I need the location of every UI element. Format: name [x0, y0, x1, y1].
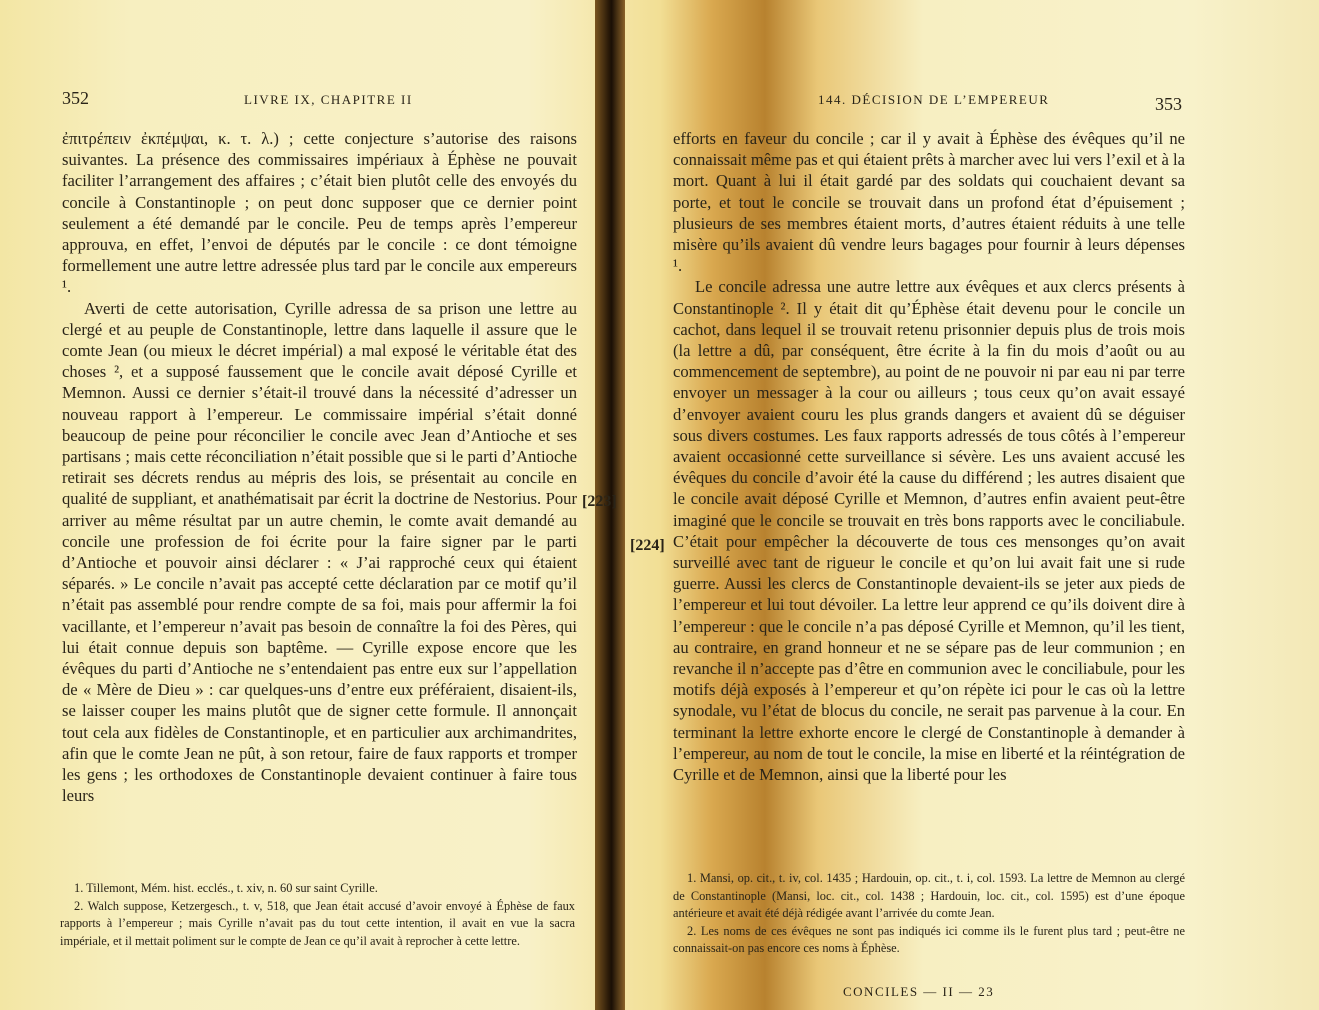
right-footnote-2: 2. Les noms de ces évêques ne sont pas indiqués ici comme ils le furent plus tard ; peut-être ne connaissait-on pas encore ces noms à Éphèse.: [673, 923, 1185, 956]
printer-signature: CONCILES — II — 23: [843, 984, 995, 999]
right-paragraph-2: Le concile adressa une autre lettre aux évêques et aux clercs présents à Constantinople ². Il y était dit qu’Éphèse était devenu pour le concile un cachot, dans lequel il se trouvait retenu prisonnier depuis plus de trois mois (la lettre a dû, par conséquent, être écrite à la fin du mois d’août ou au commencement de septembre), au point de ne pouvoir ni par eau ni par terre envoyer un messager à la cour ou ailleurs ; tous ceux qu’on avait essayé d’envoyer avaient couru les plus grands dangers et avaient dû se déguiser sous divers costumes. Les faux rapports adressés de tous côtés à l’empereur avaient occasionné cette surveillance si sévère. Les uns avaient accusé les évêques du concile d’avoir été la cause du différend ; les autres disaient que le concile avait déposé Cyrille et Memnon, d’autres enfin avaient peut-être imaginé que le concile se trouvait en très bons rapports avec le conciliabule. C’était pour empêcher la découverte de tous ces mensonges qu’on avait surveillé avec tant de rigueur le concile et qu’on lui avait fait une si rude guerre. Aussi les clercs de Constantinople devaient-ils se jeter aux pieds de l’empereur et lui tout dévoiler. La lettre leur apprend ce qu’ils doivent dire à l’empereur : que le concile n’a pas déposé Cyrille et Memnon, qu’il les tient, au contraire, en grand honneur et ne se sépare pas de leur communion ; en revanche il n’accepte pas d’être en communion avec le conciliabule, pour les motifs déjà exposés à l’empereur et qu’on répète ici pour le cas où la lettre synodale, vu l’état de blocus du concile, ne serait pas parvenue à la cour. En terminant la lettre exhorte encore le clergé de Constantinople à demander à l’empereur, au nom de tout le concile, la mise en liberté et la réintégration de Cyrille et de Memnon, ainsi que la liberté pour les: [673, 277, 1185, 785]
left-page: [0, 0, 595, 1010]
right-running-head: 144. DÉCISION DE L’EMPEREUR: [818, 92, 1050, 107]
left-running-head: LIVRE IX, CHAPITRE II: [244, 92, 413, 107]
right-page-number: 353: [1155, 94, 1182, 114]
right-footnote-1: 1. Mansi, op. cit., t. iv, col. 1435 ; Hardouin, op. cit., t. i, col. 1593. La lettre de Memnon au clergé de Constantinople (Mansi, loc. cit., col. 1438 ; Hardouin, loc. cit., col. 1595) est d’une époque antérieure et avait été déjà rédigée avant l’arrivée du comte Jean.: [673, 871, 1185, 921]
left-page-number: 352: [62, 88, 89, 108]
left-footnotes: [60, 880, 575, 950]
right-footnotes: [673, 870, 1185, 958]
margin-marker-223: [223]: [582, 493, 617, 510]
left-paragraph-1: ἐπιτρέπειν ἐκπέμψαι, κ. τ. λ.) ; cette conjecture s’autorise des raisons suivantes. La présence des commissaires impériaux à Éphèse ne pouvait faciliter l’arrangement des affaires ; c’était bien plutôt celle des envoyés du concile à Constantinople ; on peut donc supposer que ce dernier point seulement a été demandé par le concile. Peu de temps après l’empereur approuva, en effet, l’envoi de députés par le concile : ce dont témoigne formellement une autre lettre adressée plus tard par le concile aux empereurs ¹.: [62, 129, 577, 297]
left-footnote-1: 1. Tillemont, Mém. hist. ecclés., t. xiv, n. 60 sur saint Cyrille.: [74, 881, 378, 895]
right-paragraph-1: efforts en faveur du concile ; car il y avait à Éphèse des évêques qu’il ne connaissait même pas et qui étaient prêts à marcher avec lui vers l’exil et à la mort. Quant à lui il était gardé par des soldats qui couchaient devant sa porte, et tout le concile se trouvait dans un profond état d’épuisement ; plusieurs de ses membres étaient morts, d’autres étaient réduits à une telle misère qu’ils avaient dû vendre leurs bagages pour fournir à leurs dépenses ¹.: [673, 129, 1185, 276]
right-body-text: [673, 128, 1185, 785]
margin-marker-224: [224]: [630, 537, 665, 554]
left-footnote-2: 2. Walch suppose, Ketzergesch., t. v, 518, que Jean était accusé d’avoir envoyé à Éphèse de faux rapports à l’empereur ; mais Cyrille n’avait pas du tout cette intention, il avait en vue la sacra impériale, et il mettait poliment sur le compte de Jean ce qu’il avait à reprocher à cette lettre.: [60, 898, 575, 948]
left-body-text: [62, 128, 577, 807]
right-page: [625, 0, 1319, 1010]
left-paragraph-2: Averti de cette autorisation, Cyrille adressa de sa prison une lettre au clergé et au peuple de Constantinople, lettre dans laquelle il assure que le comte Jean (ou mieux le décret impérial) a mal exposé le véritable état des choses ², et a supposé faussement que le concile avait déposé Cyrille et Memnon. Aussi ce dernier s’était-il trouvé dans la nécessité d’adresser un nouveau rapport à l’empereur. Le commissaire impérial s’était donné beaucoup de peine pour réconcilier le concile avec Jean d’Antioche et ses partisans ; mais cette réconciliation n’était possible que si le parti d’Antioche retirait ses décrets rendus au mépris des lois, se présentait au concile en qualité de suppliant, et anathématisait par écrit la doctrine de Nestorius. Pour arriver au même résultat par un autre chemin, le comte avait demandé au concile une profession de foi écrite pour la faire signer par le parti d’Antioche et pouvoir ainsi déclarer : « J’ai rapproché ceux qui étaient séparés. » Le concile n’avait pas accepté cette déclaration par ce motif qu’il n’était pas assemblé pour rendre compte de sa foi, mais pour affermir la foi vacillante, et l’empereur n’avait pas besoin de connaître la foi des Pères, qui lui était connue depuis son baptême. — Cyrille expose encore que les évêques du parti d’Antioche ne s’entendaient pas entre eux sur l’appellation de « Mère de Dieu » : car quelques-uns d’entre eux préféraient, disaient-ils, se laisser couper les mains plutôt que de signer cette formule. Il annonçait tout cela aux fidèles de Constantinople, et en particulier aux archimandrites, afin que le comte Jean ne pût, à son retour, faire de faux rapports et tromper les gens ; les orthodoxes de Constantinople devaient continuer à faire tous leurs: [62, 298, 577, 806]
